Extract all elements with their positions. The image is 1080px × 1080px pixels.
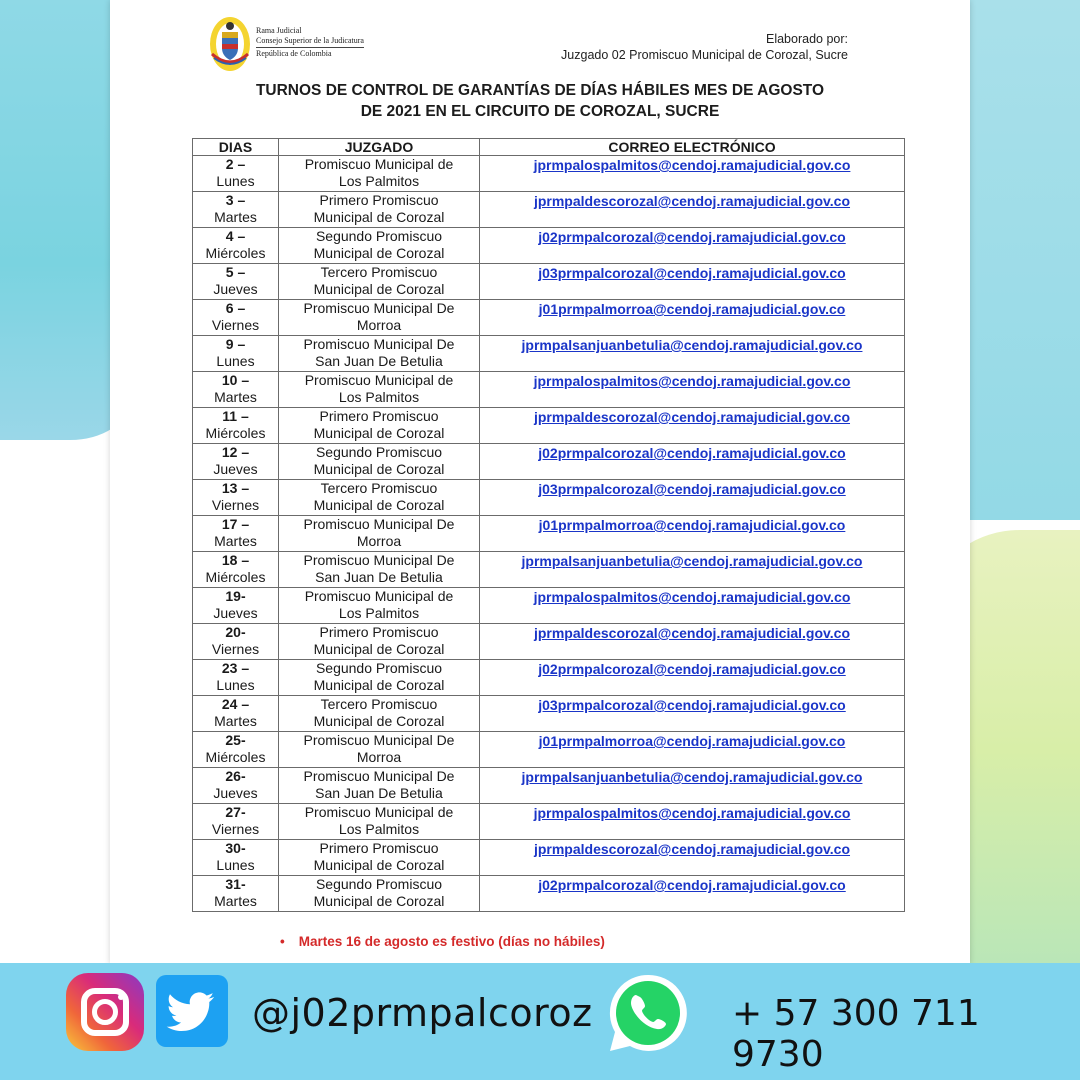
- email-link[interactable]: jprmpalsanjuanbetulia@cendoj.ramajudicial.gov.co: [521, 553, 863, 569]
- juzgado-line: Morroa: [356, 749, 402, 765]
- table-row: [193, 264, 905, 300]
- day-number: 6 –: [225, 300, 246, 316]
- juzgado-line: Los Palmitos: [338, 389, 420, 405]
- table-row: [193, 588, 905, 624]
- day-name: Martes: [214, 389, 257, 405]
- juzgado-line: Promiscuo Municipal De: [303, 336, 455, 352]
- table-row: [193, 444, 905, 480]
- cell-juzgado: [279, 300, 480, 336]
- juzgado-line: Municipal de Corozal: [313, 497, 445, 513]
- day-name: Lunes: [216, 173, 255, 189]
- day-number: 23 –: [221, 660, 250, 676]
- day-name: Miércoles: [205, 569, 266, 585]
- cell-dia: [193, 372, 279, 408]
- cell-juzgado: [279, 480, 480, 516]
- juzgado-line: Tercero Promiscuo: [320, 480, 438, 496]
- cell-correo: [480, 660, 905, 696]
- cell-correo: [480, 732, 905, 768]
- logo-text: [256, 26, 364, 59]
- cell-dia: [193, 516, 279, 552]
- holiday-note: [280, 934, 605, 949]
- email-link[interactable]: j02prmpalcorozal@cendoj.ramajudicial.gov.co: [538, 661, 846, 677]
- cell-correo: [480, 552, 905, 588]
- email-link[interactable]: j02prmpalcorozal@cendoj.ramajudicial.gov.co: [538, 877, 846, 893]
- juzgado-line: Municipal de Corozal: [313, 425, 445, 441]
- email-link[interactable]: j02prmpalcorozal@cendoj.ramajudicial.gov.co: [538, 229, 846, 245]
- table-row: [193, 840, 905, 876]
- juzgado-line: Tercero Promiscuo: [320, 264, 438, 280]
- day-number: 20-: [225, 624, 246, 640]
- juzgado-line: Promiscuo Municipal De: [303, 516, 455, 532]
- day-number: 27-: [225, 804, 246, 820]
- table-row: [193, 336, 905, 372]
- day-name: Lunes: [216, 353, 255, 369]
- cell-juzgado: [279, 732, 480, 768]
- cell-correo: [480, 516, 905, 552]
- cell-correo: [480, 480, 905, 516]
- day-number: 25-: [225, 732, 246, 748]
- cell-dia: [193, 876, 279, 912]
- cell-dia: [193, 732, 279, 768]
- day-name: Miércoles: [205, 245, 266, 261]
- cell-dia: [193, 264, 279, 300]
- cell-correo: [480, 876, 905, 912]
- title-line: TURNOS DE CONTROL DE GARANTÍAS DE DÍAS HÁBILES MES DE AGOSTO: [255, 82, 825, 99]
- table-row: [193, 408, 905, 444]
- email-link[interactable]: j01prmpalmorroa@cendoj.ramajudicial.gov.co: [538, 517, 846, 533]
- table-row: [193, 228, 905, 264]
- day-number: 2 –: [225, 156, 246, 172]
- juzgado-line: Los Palmitos: [338, 605, 420, 621]
- day-number: 3 –: [225, 192, 246, 208]
- cell-correo: [480, 840, 905, 876]
- cell-correo: [480, 228, 905, 264]
- cell-correo: [480, 444, 905, 480]
- email-link[interactable]: j02prmpalcorozal@cendoj.ramajudicial.gov.co: [538, 445, 846, 461]
- cell-dia: [193, 696, 279, 732]
- turnos-table: [192, 138, 905, 912]
- day-name: Martes: [214, 893, 257, 909]
- cell-dia: [193, 840, 279, 876]
- day-name: Martes: [214, 533, 257, 549]
- cell-juzgado: [279, 552, 480, 588]
- cell-correo: [480, 372, 905, 408]
- cell-correo: [480, 696, 905, 732]
- day-number: 9 –: [225, 336, 246, 352]
- cell-correo: [480, 768, 905, 804]
- day-number: 5 –: [225, 264, 246, 280]
- cell-correo: [480, 624, 905, 660]
- day-number: 12 –: [221, 444, 250, 460]
- cell-correo: [480, 300, 905, 336]
- title-line: DE 2021 EN EL CIRCUITO DE COROZAL, SUCRE: [360, 103, 720, 120]
- juzgado-line: Promiscuo Municipal De: [303, 300, 455, 316]
- day-number: 10 –: [221, 372, 250, 388]
- email-link[interactable]: jprmpalospalmitos@cendoj.ramajudicial.gov.co: [533, 157, 851, 173]
- email-link[interactable]: j01prmpalmorroa@cendoj.ramajudicial.gov.co: [538, 733, 846, 749]
- juzgado-line: Segundo Promiscuo: [315, 660, 443, 676]
- juzgado-line: Promiscuo Municipal De: [303, 552, 455, 568]
- juzgado-line: Los Palmitos: [338, 821, 420, 837]
- cell-juzgado: [279, 624, 480, 660]
- juzgado-line: Promiscuo Municipal de: [304, 156, 454, 172]
- juzgado-line: Municipal de Corozal: [313, 245, 445, 261]
- email-link[interactable]: jprmpalospalmitos@cendoj.ramajudicial.gov.co: [533, 589, 851, 605]
- day-number: 13 –: [221, 480, 250, 496]
- day-number: 11 –: [222, 408, 249, 424]
- email-link[interactable]: jprmpalospalmitos@cendoj.ramajudicial.gov.co: [533, 373, 851, 389]
- email-link[interactable]: jprmpaldescorozal@cendoj.ramajudicial.gov.co: [533, 625, 851, 641]
- day-name: Miércoles: [205, 425, 266, 441]
- day-number: 18 –: [221, 552, 250, 568]
- cell-juzgado: [279, 516, 480, 552]
- table-row: [193, 516, 905, 552]
- juzgado-line: Primero Promiscuo: [319, 408, 439, 424]
- email-link[interactable]: j03prmpalcorozal@cendoj.ramajudicial.gov.co: [538, 265, 846, 281]
- table-row: [193, 624, 905, 660]
- juzgado-line: Municipal de Corozal: [313, 893, 445, 909]
- juzgado-line: Segundo Promiscuo: [315, 876, 443, 892]
- cell-juzgado: [279, 660, 480, 696]
- cell-correo: [480, 192, 905, 228]
- juzgado-line: Municipal de Corozal: [313, 209, 445, 225]
- column-header-dias: DIAS: [193, 139, 279, 156]
- juzgado-line: Municipal de Corozal: [313, 641, 445, 657]
- table-row: [193, 660, 905, 696]
- document-sheet: [110, 0, 970, 965]
- cell-juzgado: [279, 156, 480, 192]
- note-bullet: •: [280, 934, 285, 949]
- cell-juzgado: [279, 588, 480, 624]
- table-row: [193, 300, 905, 336]
- social-footer: [0, 963, 1080, 1080]
- logo-line: Rama Judicial: [256, 26, 302, 35]
- cell-juzgado: [279, 444, 480, 480]
- day-name: Lunes: [216, 857, 255, 873]
- juzgado-line: Morroa: [356, 533, 402, 549]
- email-link[interactable]: jprmpaldescorozal@cendoj.ramajudicial.gov.co: [533, 193, 851, 209]
- cell-dia: [193, 300, 279, 336]
- email-link[interactable]: jprmpalsanjuanbetulia@cendoj.ramajudicial.gov.co: [521, 769, 863, 785]
- day-name: Viernes: [211, 497, 260, 513]
- column-header-juzgado: JUZGADO: [279, 139, 480, 156]
- table-row: [193, 768, 905, 804]
- cell-dia: [193, 660, 279, 696]
- juzgado-line: Promiscuo Municipal de: [304, 588, 454, 604]
- day-number: 31-: [225, 876, 246, 892]
- cell-dia: [193, 588, 279, 624]
- email-link[interactable]: jprmpaldescorozal@cendoj.ramajudicial.gov.co: [533, 841, 851, 857]
- cell-dia: [193, 804, 279, 840]
- day-name: Jueves: [213, 605, 258, 621]
- day-number: 19-: [225, 588, 246, 604]
- email-link[interactable]: jprmpalsanjuanbetulia@cendoj.ramajudicial.gov.co: [521, 337, 863, 353]
- juzgado-line: Primero Promiscuo: [319, 192, 439, 208]
- table-row: [193, 876, 905, 912]
- email-link[interactable]: jprmpaldescorozal@cendoj.ramajudicial.gov.co: [533, 409, 851, 425]
- cell-juzgado: [279, 840, 480, 876]
- cell-dia: [193, 768, 279, 804]
- background-shape-right-top: [960, 0, 1080, 520]
- email-link[interactable]: j03prmpalcorozal@cendoj.ramajudicial.gov.co: [538, 481, 846, 497]
- cell-correo: [480, 264, 905, 300]
- day-number: 4 –: [225, 228, 246, 244]
- cell-dia: [193, 408, 279, 444]
- twitter-icon[interactable]: [156, 975, 228, 1047]
- cell-correo: [480, 336, 905, 372]
- day-name: Martes: [214, 713, 257, 729]
- cell-dia: [193, 336, 279, 372]
- email-link[interactable]: j03prmpalcorozal@cendoj.ramajudicial.gov.co: [538, 697, 846, 713]
- juzgado-line: Promiscuo Municipal de: [304, 372, 454, 388]
- note-text: Martes 16 de agosto es festivo (días no hábiles): [298, 934, 605, 949]
- table-row: [193, 192, 905, 228]
- social-handle[interactable]: @j02prmpalcoroz: [252, 991, 593, 1035]
- day-name: Jueves: [213, 785, 258, 801]
- cell-juzgado: [279, 228, 480, 264]
- juzgado-line: Primero Promiscuo: [319, 840, 439, 856]
- day-number: 17 –: [221, 516, 250, 532]
- cell-dia: [193, 228, 279, 264]
- cell-dia: [193, 156, 279, 192]
- phone-number[interactable]: + 57 300 711 9730: [732, 993, 980, 1075]
- logo-line: Consejo Superior de la Judicatura: [256, 36, 364, 48]
- colombia-coat-of-arms-icon: [208, 14, 252, 74]
- email-link[interactable]: jprmpalospalmitos@cendoj.ramajudicial.gov.co: [533, 805, 851, 821]
- juzgado-line: Promiscuo Municipal De: [303, 768, 455, 784]
- juzgado-line: San Juan De Betulia: [315, 785, 443, 801]
- table-header-row: [193, 139, 905, 156]
- juzgado-line: Promiscuo Municipal de: [304, 804, 454, 820]
- elaborado-by: Juzgado 02 Promiscuo Municipal de Corozal, Sucre: [561, 48, 848, 62]
- juzgado-line: Promiscuo Municipal De: [303, 732, 455, 748]
- juzgado-line: Segundo Promiscuo: [315, 444, 443, 460]
- day-number: 24 –: [221, 696, 250, 712]
- cell-juzgado: [279, 264, 480, 300]
- cell-correo: [480, 408, 905, 444]
- cell-juzgado: [279, 768, 480, 804]
- table-row: [193, 696, 905, 732]
- cell-juzgado: [279, 876, 480, 912]
- cell-juzgado: [279, 336, 480, 372]
- cell-dia: [193, 552, 279, 588]
- table-row: [193, 372, 905, 408]
- juzgado-line: Primero Promiscuo: [319, 624, 439, 640]
- cell-dia: [193, 192, 279, 228]
- cell-dia: [193, 480, 279, 516]
- cell-juzgado: [279, 408, 480, 444]
- day-number: 26-: [225, 768, 246, 784]
- juzgado-line: Morroa: [356, 317, 402, 333]
- table-row: [193, 480, 905, 516]
- juzgado-line: San Juan De Betulia: [315, 353, 443, 369]
- cell-dia: [193, 624, 279, 660]
- cell-correo: [480, 156, 905, 192]
- day-name: Miércoles: [205, 749, 266, 765]
- juzgado-line: Municipal de Corozal: [313, 713, 445, 729]
- cell-juzgado: [279, 192, 480, 228]
- cell-correo: [480, 804, 905, 840]
- day-name: Martes: [214, 209, 257, 225]
- day-name: Viernes: [211, 821, 260, 837]
- juzgado-line: San Juan De Betulia: [315, 569, 443, 585]
- document-title: [110, 80, 970, 122]
- table-row: [193, 156, 905, 192]
- juzgado-line: Municipal de Corozal: [313, 461, 445, 477]
- table-row: [193, 552, 905, 588]
- email-link[interactable]: j01prmpalmorroa@cendoj.ramajudicial.gov.co: [538, 301, 846, 317]
- cell-juzgado: [279, 372, 480, 408]
- cell-correo: [480, 588, 905, 624]
- elaborado-block: [561, 31, 848, 63]
- juzgado-line: Municipal de Corozal: [313, 281, 445, 297]
- logo-line: República de Colombia: [256, 49, 332, 58]
- juzgado-line: Segundo Promiscuo: [315, 228, 443, 244]
- day-name: Viernes: [211, 317, 260, 333]
- day-name: Jueves: [213, 281, 258, 297]
- juzgado-line: Los Palmitos: [338, 173, 420, 189]
- instagram-icon[interactable]: [66, 973, 144, 1051]
- juzgado-line: Municipal de Corozal: [313, 677, 445, 693]
- juzgado-line: Tercero Promiscuo: [320, 696, 438, 712]
- whatsapp-icon[interactable]: [604, 969, 692, 1057]
- cell-juzgado: [279, 696, 480, 732]
- table-row: [193, 732, 905, 768]
- table-row: [193, 804, 905, 840]
- juzgado-line: Municipal de Corozal: [313, 857, 445, 873]
- day-name: Viernes: [211, 641, 260, 657]
- cell-dia: [193, 444, 279, 480]
- cell-juzgado: [279, 804, 480, 840]
- elaborado-label: Elaborado por:: [765, 32, 848, 46]
- day-name: Jueves: [213, 461, 258, 477]
- column-header-correo: CORREO ELECTRÓNICO: [480, 139, 905, 156]
- day-name: Lunes: [216, 677, 255, 693]
- day-number: 30-: [225, 840, 246, 856]
